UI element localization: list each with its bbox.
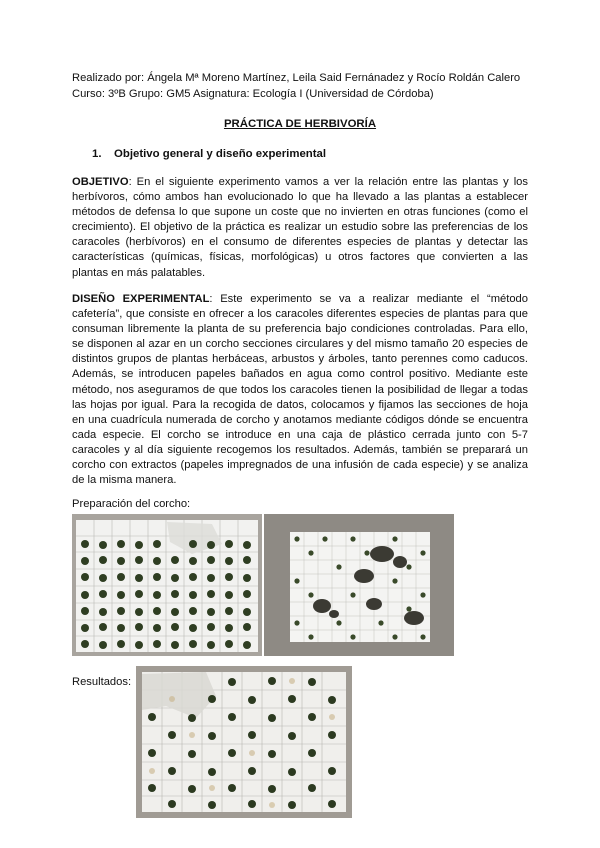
diseno-text: : Este experimento se va a realizar mediante el “método cafetería”, que consiste en ofrecer a los caracoles diferentes especies de plantas para que consuman libremente la planta de su preferencia bajo condiciones controladas. Para ello, se disponen al azar en un corcho secciones circulares y del mismo tamaño 20 especies de distintos grupos de plantas herbáceas, arbustos y árboles, tanto perennes como caducos. Además, se introducen papeles bañados en agua como control positivo. Mediante este método, nos aseguramos de que todos los caracoles tienen la posibilidad de llegar a todas las hojas por igual. Para la recogida de datos, colocamos y fijamos las secciones de hoja en una cuadrícula numerada de corcho y anotamos mediante códigos dónde se encuentra cada especie. El corcho se introduce en una caja de plástico cerrada junto con 5-7 caracoles y al día siguiente recogemos los resultados. Además, también se preparará un corcho con extractos (papeles impregnados de una infusión de cada especie) y se analiza de la misma manera. xyxy=(72,293,529,487)
results-photo xyxy=(136,666,352,818)
section-number: 1. xyxy=(92,148,102,160)
results-caption: Resultados: xyxy=(72,676,132,688)
diseno-paragraph xyxy=(72,292,528,488)
course-line: Curso: 3ºB Grupo: GM5 Asignatura: Ecología I (Universidad de Córdoba) xyxy=(72,88,434,100)
document-title: PRÁCTICA DE HERBIVORÍA xyxy=(223,118,377,130)
section-heading xyxy=(92,148,326,160)
cork-with-snails-photo xyxy=(264,514,454,656)
diseno-label: DISEÑO EXPERIMENTAL xyxy=(72,293,210,305)
objetivo-text: : En el siguiente experimento vamos a ver la relación entre las plantas y los herbívoros, cómo ambos han evolucionado lo que ha llevado a las plantas a establecer métodos de defensa lo que supone un coste que no invierten en otras funciones (como el crecimiento). El objetivo de la práctica es realizar un estudio sobre las preferencias de los caracoles (herbívoros) en el consumo de diferentes especies de plantas y detectar las características (químicas, físicas, morfológicas) u otros factores que convierten a las plantas en más palatables. xyxy=(72,176,528,279)
cork-preparation-photo xyxy=(72,514,262,656)
objetivo-label: OBJETIVO xyxy=(72,176,129,188)
section-title: Objetivo general y diseño experimental xyxy=(114,148,327,160)
authors-line: Realizado por: Ángela Mª Moreno Martínez, Leila Said Fernánadez y Rocío Roldán Calero xyxy=(72,72,521,84)
objetivo-paragraph xyxy=(72,175,528,281)
preparation-caption: Preparación del corcho: xyxy=(72,498,191,510)
